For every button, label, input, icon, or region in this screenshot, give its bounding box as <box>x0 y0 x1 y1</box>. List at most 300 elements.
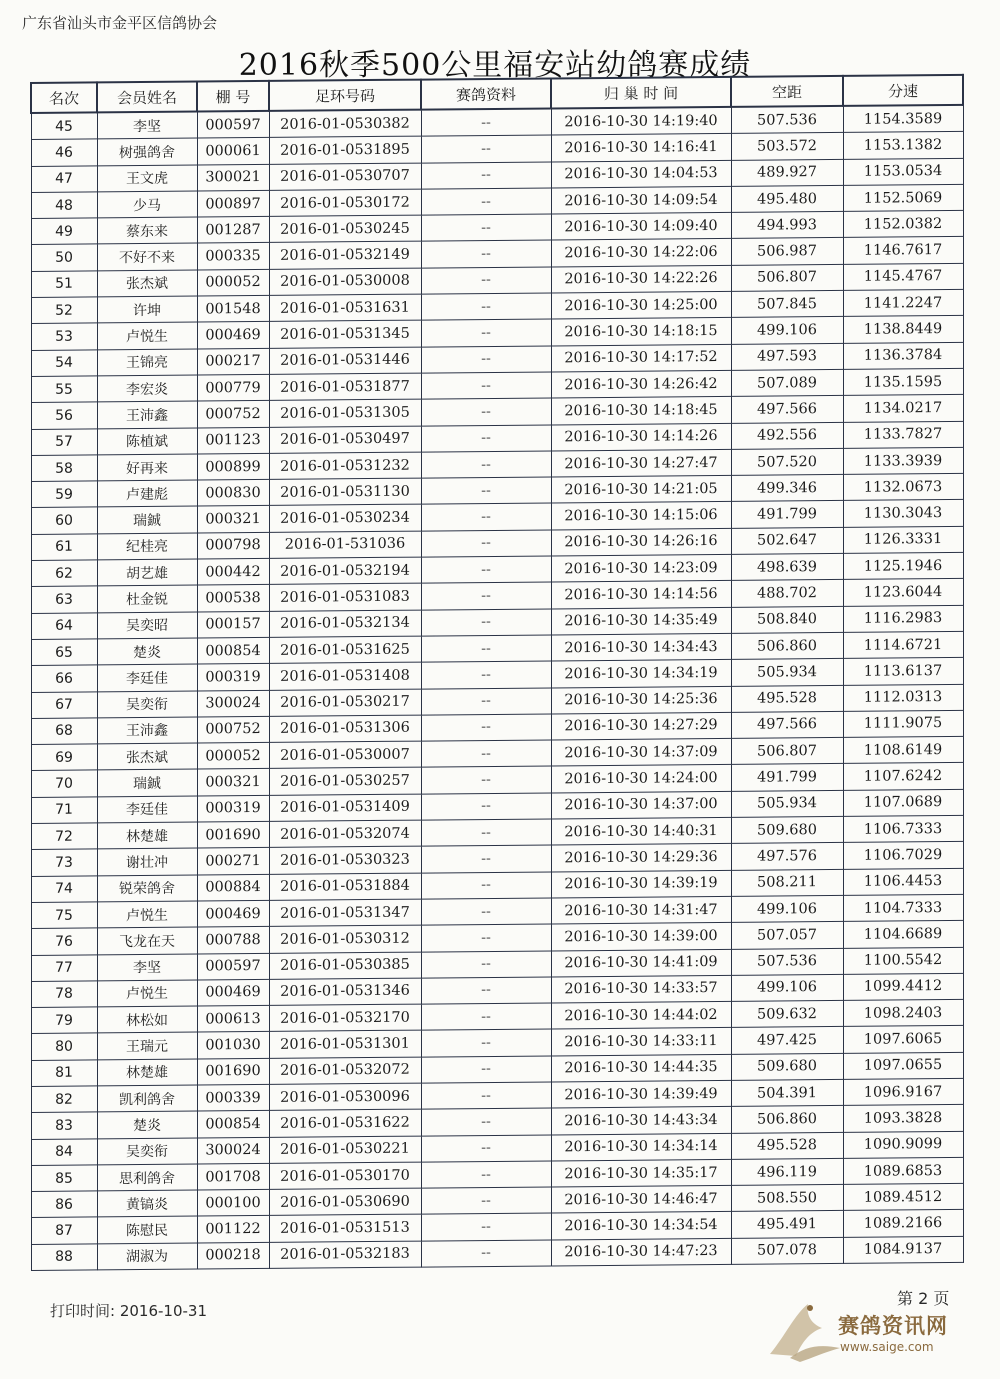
speed-cell: 1106.7333 <box>843 815 963 842</box>
distance-cell: 508.550 <box>731 1185 843 1212</box>
race-info-cell: -- <box>421 503 551 530</box>
loft-number-cell: 000052 <box>197 269 269 296</box>
speed-cell: 1130.3043 <box>843 500 963 527</box>
race-info-cell: -- <box>421 714 551 741</box>
member-name-cell: 李廷佳 <box>97 796 197 823</box>
ring-number-cell: 2016-01-531036 <box>269 531 421 559</box>
member-name-cell: 谢壮冲 <box>97 848 197 875</box>
arrival-time-cell: 2016-10-30 14:26:16 <box>551 528 731 556</box>
race-info-cell: -- <box>421 766 551 793</box>
ring-number-cell: 2016-01-0531232 <box>269 452 421 480</box>
race-info-cell: -- <box>421 398 551 425</box>
rank-cell: 72 <box>31 823 97 850</box>
ring-number-cell: 2016-01-0530007 <box>269 741 421 769</box>
ring-number-cell: 2016-01-0530323 <box>269 846 421 874</box>
ring-number-cell: 2016-01-0531884 <box>269 873 421 901</box>
rank-cell: 73 <box>31 849 97 876</box>
member-name-cell: 少马 <box>97 191 197 218</box>
race-info-cell: -- <box>421 687 551 714</box>
loft-number-cell: 000897 <box>197 190 269 217</box>
arrival-time-cell: 2016-10-30 14:18:45 <box>551 397 731 425</box>
speed-cell: 1152.0382 <box>843 211 963 238</box>
ring-number-cell: 2016-01-0530245 <box>269 215 421 243</box>
loft-number-cell: 000538 <box>197 585 269 612</box>
arrival-time-cell: 2016-10-30 14:22:26 <box>551 265 731 293</box>
ring-number-cell: 2016-01-0530172 <box>269 189 421 217</box>
race-info-cell: -- <box>421 214 551 241</box>
rank-cell: 79 <box>31 1007 97 1034</box>
speed-cell: 1154.3589 <box>843 105 963 133</box>
speed-cell: 1112.0313 <box>843 684 963 711</box>
arrival-time-cell: 2016-10-30 14:15:06 <box>551 502 731 530</box>
race-info-cell: -- <box>421 977 551 1004</box>
race-info-cell: -- <box>421 1135 551 1162</box>
member-name-cell: 湖淑为 <box>97 1243 197 1270</box>
loft-number-cell: 000752 <box>197 716 269 743</box>
arrival-time-cell: 2016-10-30 14:19:40 <box>551 107 731 135</box>
speed-cell: 1107.6242 <box>843 763 963 790</box>
page-number: 第 2 页 <box>897 1289 950 1308</box>
member-name-cell: 卢悦生 <box>97 980 197 1007</box>
speed-cell: 1089.2166 <box>843 1210 963 1237</box>
member-name-cell: 纪桂亮 <box>97 533 197 560</box>
ring-number-cell: 2016-01-0532170 <box>269 1004 421 1032</box>
speed-cell: 1132.0673 <box>843 474 963 501</box>
distance-cell: 507.536 <box>731 106 843 134</box>
speed-cell: 1146.7617 <box>843 237 963 264</box>
loft-number-cell: 000321 <box>197 769 269 796</box>
member-name-cell: 卢建彪 <box>97 480 197 507</box>
race-info-cell: -- <box>421 530 551 557</box>
race-info-cell: -- <box>421 293 551 320</box>
member-name-cell: 陈慰民 <box>97 1217 197 1244</box>
distance-cell: 491.799 <box>731 501 843 528</box>
rank-cell: 46 <box>31 139 97 166</box>
arrival-time-cell: 2016-10-30 14:33:11 <box>551 1028 731 1056</box>
ring-number-cell: 2016-01-0531306 <box>269 715 421 743</box>
arrival-time-cell: 2016-10-30 14:34:19 <box>551 660 731 688</box>
ring-number-cell: 2016-01-0531513 <box>269 1215 421 1243</box>
rank-cell: 67 <box>31 691 97 718</box>
race-info-cell: -- <box>421 1108 551 1135</box>
member-name-cell: 黄镐炎 <box>97 1190 197 1217</box>
member-name-cell: 王沛鑫 <box>97 401 197 428</box>
race-info-cell: -- <box>421 451 551 478</box>
distance-cell: 495.480 <box>731 185 843 212</box>
speed-cell: 1106.7029 <box>843 842 963 869</box>
rank-cell: 82 <box>31 1086 97 1113</box>
distance-cell: 495.528 <box>731 685 843 712</box>
member-name-cell: 吴奕衔 <box>97 1138 197 1165</box>
arrival-time-cell: 2016-10-30 14:46:47 <box>551 1186 731 1214</box>
speed-cell: 1116.2983 <box>843 605 963 632</box>
distance-cell: 497.425 <box>731 1027 843 1054</box>
col-loft-header: 棚 号 <box>197 81 269 112</box>
race-info-cell: -- <box>421 346 551 373</box>
arrival-time-cell: 2016-10-30 14:37:00 <box>551 791 731 819</box>
member-name-cell: 瑞鋮 <box>97 769 197 796</box>
race-info-cell: -- <box>421 1082 551 1109</box>
ring-number-cell: 2016-01-0531408 <box>269 662 421 690</box>
arrival-time-cell: 2016-10-30 14:09:54 <box>551 186 731 214</box>
rank-cell: 63 <box>31 586 97 613</box>
col-info-header: 赛鸽资料 <box>421 78 551 109</box>
arrival-time-cell: 2016-10-30 14:35:17 <box>551 1159 731 1187</box>
loft-number-cell: 000218 <box>197 1242 269 1269</box>
distance-cell: 492.556 <box>731 422 843 449</box>
loft-number-cell: 300024 <box>197 1137 269 1164</box>
race-info-cell: -- <box>421 819 551 846</box>
race-info-cell: -- <box>421 1003 551 1030</box>
rank-cell: 56 <box>31 402 97 429</box>
loft-number-cell: 000100 <box>197 1190 269 1217</box>
association-name: 广东省汕头市金平区信鸽协会 <box>22 14 218 32</box>
distance-cell: 489.927 <box>731 159 843 186</box>
table-body <box>31 105 963 1271</box>
race-info-cell: -- <box>421 477 551 504</box>
speed-cell: 1104.7333 <box>843 894 963 921</box>
loft-number-cell: 000752 <box>197 401 269 428</box>
speed-cell: 1098.2403 <box>843 999 963 1026</box>
member-name-cell: 好再来 <box>97 454 197 481</box>
race-info-cell: -- <box>421 872 551 899</box>
arrival-time-cell: 2016-10-30 14:40:31 <box>551 817 731 845</box>
member-name-cell: 许坤 <box>97 296 197 323</box>
member-name-cell: 王锦亮 <box>97 349 197 376</box>
speed-cell: 1100.5542 <box>843 947 963 974</box>
ring-number-cell: 2016-01-0531409 <box>269 794 421 822</box>
rank-cell: 85 <box>31 1165 97 1192</box>
site-watermark <box>760 1296 965 1366</box>
ring-number-cell: 2016-01-0531446 <box>269 347 421 375</box>
distance-cell: 506.860 <box>731 632 843 659</box>
race-info-cell: -- <box>421 1056 551 1083</box>
loft-number-cell: 000899 <box>197 453 269 480</box>
rank-cell: 71 <box>31 797 97 824</box>
page-title: 2016秋季500公里福安站幼鸽赛成绩 <box>238 48 752 83</box>
speed-cell: 1133.7827 <box>843 421 963 448</box>
member-name-cell: 王沛鑫 <box>97 717 197 744</box>
ring-number-cell: 2016-01-0531305 <box>269 399 421 427</box>
arrival-time-cell: 2016-10-30 14:33:57 <box>551 975 731 1003</box>
ring-number-cell: 2016-01-0531347 <box>269 899 421 927</box>
rank-cell: 84 <box>31 1138 97 1165</box>
loft-number-cell: 001690 <box>197 821 269 848</box>
results-table <box>30 74 964 1271</box>
speed-cell: 1099.4412 <box>843 973 963 1000</box>
rank-cell: 83 <box>31 1112 97 1139</box>
loft-number-cell: 000217 <box>197 348 269 375</box>
loft-number-cell: 000469 <box>197 979 269 1006</box>
loft-number-cell: 000854 <box>197 1111 269 1138</box>
loft-number-cell: 000469 <box>197 900 269 927</box>
arrival-time-cell: 2016-10-30 14:26:42 <box>551 370 731 398</box>
ring-number-cell: 2016-01-0530221 <box>269 1136 421 1164</box>
distance-cell: 488.702 <box>731 580 843 607</box>
distance-cell: 495.491 <box>731 1211 843 1238</box>
rank-cell: 52 <box>31 297 97 324</box>
rank-cell: 87 <box>31 1217 97 1244</box>
distance-cell: 508.840 <box>731 606 843 633</box>
race-info-cell: -- <box>421 661 551 688</box>
member-name-cell: 陈植斌 <box>97 428 197 455</box>
speed-cell: 1104.6689 <box>843 921 963 948</box>
loft-number-cell: 000597 <box>197 111 269 138</box>
speed-cell: 1093.3828 <box>843 1105 963 1132</box>
rank-cell: 81 <box>31 1060 97 1087</box>
ring-number-cell: 2016-01-0531622 <box>269 1109 421 1137</box>
speed-cell: 1096.9167 <box>843 1078 963 1105</box>
distance-cell: 499.106 <box>731 317 843 344</box>
rank-cell: 53 <box>31 323 97 350</box>
distance-cell: 506.807 <box>731 264 843 291</box>
arrival-time-cell: 2016-10-30 14:17:52 <box>551 344 731 372</box>
race-info-cell: -- <box>421 267 551 294</box>
rank-cell: 48 <box>31 192 97 219</box>
member-name-cell: 王瑞元 <box>97 1032 197 1059</box>
ring-number-cell: 2016-01-0530497 <box>269 426 421 454</box>
rank-cell: 80 <box>31 1033 97 1060</box>
member-name-cell: 张杰斌 <box>97 270 197 297</box>
arrival-time-cell: 2016-10-30 14:25:00 <box>551 291 731 319</box>
arrival-time-cell: 2016-10-30 14:35:49 <box>551 607 731 635</box>
race-info-cell: -- <box>421 240 551 267</box>
race-info-cell: -- <box>421 372 551 399</box>
rank-cell: 78 <box>31 981 97 1008</box>
speed-cell: 1133.3939 <box>843 447 963 474</box>
speed-cell: 1141.2247 <box>843 289 963 316</box>
speed-cell: 1089.4512 <box>843 1184 963 1211</box>
member-name-cell: 飞龙在天 <box>97 927 197 954</box>
loft-number-cell: 000319 <box>197 795 269 822</box>
loft-number-cell: 001548 <box>197 295 269 322</box>
arrival-time-cell: 2016-10-30 14:14:26 <box>551 423 731 451</box>
member-name-cell: 李坚 <box>97 112 197 140</box>
arrival-time-cell: 2016-10-30 14:16:41 <box>551 134 731 162</box>
rank-cell: 59 <box>31 481 97 508</box>
arrival-time-cell: 2016-10-30 14:23:09 <box>551 554 731 582</box>
ring-number-cell: 2016-01-0531625 <box>269 636 421 664</box>
rank-cell: 77 <box>31 954 97 981</box>
race-info-cell: -- <box>421 845 551 872</box>
rank-cell: 76 <box>31 928 97 955</box>
race-info-cell: -- <box>421 188 551 215</box>
race-info-cell: -- <box>421 319 551 346</box>
ring-number-cell: 2016-01-0530170 <box>269 1162 421 1190</box>
rank-cell: 68 <box>31 718 97 745</box>
member-name-cell: 卢悦生 <box>97 322 197 349</box>
distance-cell: 509.680 <box>731 1053 843 1080</box>
arrival-time-cell: 2016-10-30 14:09:40 <box>551 213 731 241</box>
arrival-time-cell: 2016-10-30 14:37:09 <box>551 739 731 767</box>
member-name-cell: 李宏炎 <box>97 375 197 402</box>
loft-number-cell: 000469 <box>197 322 269 349</box>
arrival-time-cell: 2016-10-30 14:29:36 <box>551 844 731 872</box>
arrival-time-cell: 2016-10-30 14:27:47 <box>551 449 731 477</box>
col-ring-header: 足环号码 <box>269 80 421 111</box>
rank-cell: 69 <box>31 744 97 771</box>
race-info-cell: -- <box>421 1029 551 1056</box>
distance-cell: 504.391 <box>731 1079 843 1106</box>
speed-cell: 1125.1946 <box>843 552 963 579</box>
arrival-time-cell: 2016-10-30 14:18:15 <box>551 318 731 346</box>
distance-cell: 505.934 <box>731 790 843 817</box>
speed-cell: 1106.4453 <box>843 868 963 895</box>
member-name-cell: 张杰斌 <box>97 743 197 770</box>
ring-number-cell: 2016-01-0531631 <box>269 294 421 322</box>
ring-number-cell: 2016-01-0531083 <box>269 583 421 611</box>
race-info-cell: -- <box>421 108 551 136</box>
arrival-time-cell: 2016-10-30 14:04:53 <box>551 160 731 188</box>
arrival-time-cell: 2016-10-30 14:39:19 <box>551 870 731 898</box>
member-name-cell: 吴奕昭 <box>97 612 197 639</box>
rank-cell: 65 <box>31 639 97 666</box>
distance-cell: 509.680 <box>731 816 843 843</box>
speed-cell: 1134.0217 <box>843 395 963 422</box>
ring-number-cell: 2016-01-0531345 <box>269 320 421 348</box>
member-name-cell: 锐荣鸽舍 <box>97 875 197 902</box>
speed-cell: 1114.6721 <box>843 631 963 658</box>
member-name-cell: 树强鸽舍 <box>97 138 197 165</box>
loft-number-cell: 000798 <box>197 532 269 559</box>
watermark-site-name: 赛鸽资讯网 <box>838 1314 948 1338</box>
rank-cell: 50 <box>31 244 97 271</box>
race-info-cell: -- <box>421 425 551 452</box>
member-name-cell: 凯利鸽舍 <box>97 1085 197 1112</box>
rank-cell: 88 <box>31 1244 97 1271</box>
col-speed-header: 分速 <box>843 75 963 106</box>
rank-cell: 57 <box>31 428 97 455</box>
member-name-cell: 不好不来 <box>97 244 197 271</box>
distance-cell: 506.807 <box>731 738 843 765</box>
race-info-cell: -- <box>421 1213 551 1240</box>
race-info-cell: -- <box>421 162 551 189</box>
loft-number-cell: 000854 <box>197 637 269 664</box>
rank-cell: 58 <box>31 455 97 482</box>
loft-number-cell: 000271 <box>197 848 269 875</box>
speed-cell: 1135.1595 <box>843 368 963 395</box>
ring-number-cell: 2016-01-0530385 <box>269 952 421 980</box>
rank-cell: 47 <box>31 166 97 193</box>
distance-cell: 507.520 <box>731 448 843 475</box>
race-info-cell: -- <box>421 582 551 609</box>
speed-cell: 1089.6853 <box>843 1157 963 1184</box>
race-info-cell: -- <box>421 135 551 162</box>
arrival-time-cell: 2016-10-30 14:43:34 <box>551 1107 731 1135</box>
member-name-cell: 卢悦生 <box>97 901 197 928</box>
distance-cell: 506.860 <box>731 1106 843 1133</box>
loft-number-cell: 000779 <box>197 374 269 401</box>
arrival-time-cell: 2016-10-30 14:22:06 <box>551 239 731 267</box>
distance-cell: 499.106 <box>731 974 843 1001</box>
ring-number-cell: 2016-01-0530234 <box>269 505 421 533</box>
ring-number-cell: 2016-01-0532074 <box>269 820 421 848</box>
arrival-time-cell: 2016-10-30 14:41:09 <box>551 949 731 977</box>
race-info-cell: -- <box>421 1240 551 1267</box>
col-rank-header: 名次 <box>31 82 97 113</box>
arrival-time-cell: 2016-10-30 14:39:49 <box>551 1080 731 1108</box>
race-info-cell: -- <box>421 740 551 767</box>
speed-cell: 1152.5069 <box>843 184 963 211</box>
member-name-cell: 蔡东来 <box>97 217 197 244</box>
distance-cell: 507.057 <box>731 922 843 949</box>
ring-number-cell: 2016-01-0532194 <box>269 557 421 585</box>
arrival-time-cell: 2016-10-30 14:39:00 <box>551 923 731 951</box>
member-name-cell: 王文虎 <box>97 165 197 192</box>
ring-number-cell: 2016-01-0531130 <box>269 478 421 506</box>
member-name-cell: 李廷佳 <box>97 664 197 691</box>
member-name-cell: 林楚雄 <box>97 1059 197 1086</box>
distance-cell: 494.993 <box>731 212 843 239</box>
distance-cell: 496.119 <box>731 1158 843 1185</box>
loft-number-cell: 001708 <box>197 1163 269 1190</box>
speed-cell: 1113.6137 <box>843 658 963 685</box>
loft-number-cell: 000157 <box>197 611 269 638</box>
print-time: 打印时间: 2016-10-31 <box>50 1302 207 1320</box>
col-arrival-header: 归 巢 时 间 <box>551 77 731 109</box>
race-info-cell: -- <box>421 898 551 925</box>
speed-cell: 1153.1382 <box>843 132 963 159</box>
distance-cell: 502.647 <box>731 527 843 554</box>
member-name-cell: 林楚雄 <box>97 822 197 849</box>
rank-cell: 86 <box>31 1191 97 1218</box>
arrival-time-cell: 2016-10-30 14:14:56 <box>551 581 731 609</box>
race-info-cell: -- <box>421 793 551 820</box>
loft-number-cell: 000788 <box>197 927 269 954</box>
rank-cell: 62 <box>31 560 97 587</box>
ring-number-cell: 2016-01-0531877 <box>269 373 421 401</box>
speed-cell: 1107.0689 <box>843 789 963 816</box>
race-info-cell: -- <box>421 635 551 662</box>
speed-cell: 1136.3784 <box>843 342 963 369</box>
member-name-cell: 杜金锐 <box>97 585 197 612</box>
speed-cell: 1090.9099 <box>843 1131 963 1158</box>
ring-number-cell: 2016-01-0530312 <box>269 925 421 953</box>
distance-cell: 497.576 <box>731 843 843 870</box>
distance-cell: 503.572 <box>731 133 843 160</box>
arrival-time-cell: 2016-10-30 14:31:47 <box>551 896 731 924</box>
race-info-cell: -- <box>421 1161 551 1188</box>
loft-number-cell: 000884 <box>197 874 269 901</box>
loft-number-cell: 001122 <box>197 1216 269 1243</box>
race-info-cell: -- <box>421 609 551 636</box>
arrival-time-cell: 2016-10-30 14:27:29 <box>551 712 731 740</box>
loft-number-cell: 000321 <box>197 506 269 533</box>
distance-cell: 505.934 <box>731 659 843 686</box>
rank-cell: 74 <box>31 876 97 903</box>
distance-cell: 509.632 <box>731 1000 843 1027</box>
loft-number-cell: 001287 <box>197 217 269 244</box>
ring-number-cell: 2016-01-0530382 <box>269 110 421 138</box>
rank-cell: 64 <box>31 613 97 640</box>
rank-cell: 61 <box>31 534 97 561</box>
member-name-cell: 楚炎 <box>97 638 197 665</box>
ring-number-cell: 2016-01-0531301 <box>269 1030 421 1058</box>
race-info-cell: -- <box>421 950 551 977</box>
distance-cell: 491.799 <box>731 764 843 791</box>
loft-number-cell: 001030 <box>197 1032 269 1059</box>
loft-number-cell: 000339 <box>197 1084 269 1111</box>
distance-cell: 497.566 <box>731 711 843 738</box>
member-name-cell: 李坚 <box>97 954 197 981</box>
ring-number-cell: 2016-01-0532072 <box>269 1057 421 1085</box>
ring-number-cell: 2016-01-0530257 <box>269 768 421 796</box>
member-name-cell: 思利鸽舍 <box>97 1164 197 1191</box>
arrival-time-cell: 2016-10-30 14:34:14 <box>551 1133 731 1161</box>
loft-number-cell: 000830 <box>197 480 269 507</box>
member-name-cell: 胡艺雄 <box>97 559 197 586</box>
ring-number-cell: 2016-01-0530217 <box>269 689 421 717</box>
